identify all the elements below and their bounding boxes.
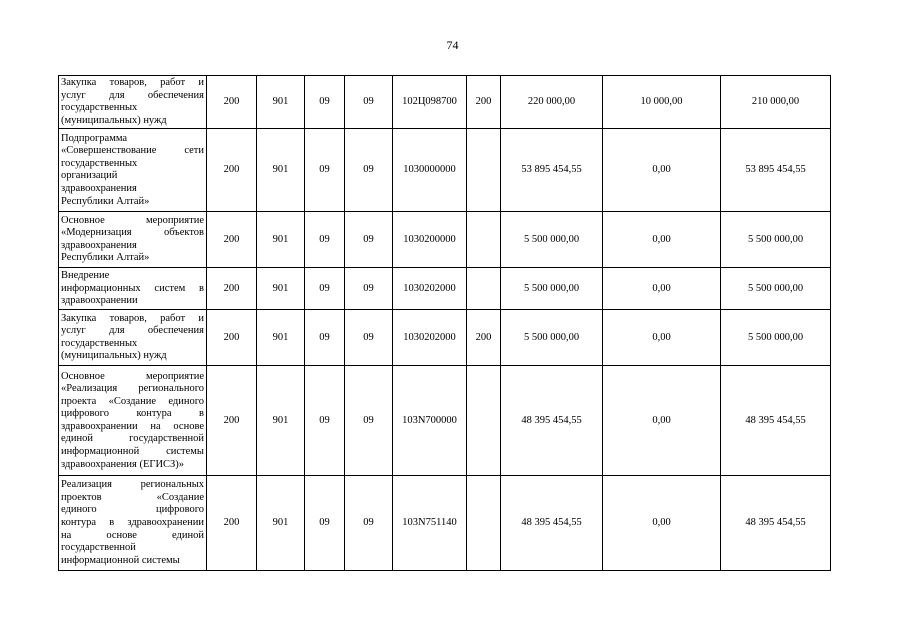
column-podrazdel-2: 09: [345, 212, 393, 268]
description-line: здравоохранения (ЕГИСЗ)»: [61, 458, 185, 470]
column-podrazdel-2: 09: [345, 310, 393, 366]
description-line: единого цифрового: [61, 504, 204, 516]
description-line: Основное мероприятие: [61, 370, 204, 382]
column-glava: 200: [207, 76, 257, 129]
row-description: [59, 476, 207, 571]
description-line: (муниципальных) нужд: [61, 114, 167, 126]
column-podrazdel: 09: [305, 76, 345, 129]
column-glava: 200: [207, 310, 257, 366]
description-line: здравоохранении: [61, 295, 138, 307]
column-sum-change: 0,00: [603, 366, 721, 476]
column-expense-type: [467, 212, 501, 268]
description-line: государственных: [61, 157, 138, 169]
column-target-code: 103N751140: [393, 476, 467, 571]
column-razdel: 901: [257, 212, 305, 268]
column-razdel: 901: [257, 310, 305, 366]
description-line: здравоохранения: [61, 239, 137, 251]
column-podrazdel-2: 09: [345, 366, 393, 476]
description-line: информационной системы: [61, 446, 204, 458]
column-podrazdel: 09: [305, 310, 345, 366]
column-sum-result: 210 000,00: [721, 76, 831, 129]
table-row: [59, 310, 831, 366]
column-target-code: 1030000000: [393, 129, 467, 212]
column-razdel: 901: [257, 129, 305, 212]
page-number: 74: [446, 38, 459, 52]
table-row: [59, 268, 831, 310]
column-sum-result: 48 395 454,55: [721, 476, 831, 571]
column-target-code: 103N700000: [393, 366, 467, 476]
column-podrazdel: 09: [305, 212, 345, 268]
column-podrazdel-2: 09: [345, 129, 393, 212]
description-line: Реализация региональных: [61, 479, 204, 491]
column-sum-change: 0,00: [603, 129, 721, 212]
row-description: [59, 76, 207, 129]
column-sum-total: 48 395 454,55: [501, 366, 603, 476]
description-line: на основе единой: [61, 529, 204, 541]
row-description: [59, 129, 207, 212]
table-row: [59, 476, 831, 571]
column-glava: 200: [207, 476, 257, 571]
column-sum-change: 0,00: [603, 310, 721, 366]
column-podrazdel: 09: [305, 268, 345, 310]
budget-table: [58, 75, 831, 571]
description-line: цифрового контура в: [61, 408, 204, 420]
description-line: (муниципальных) нужд: [61, 350, 167, 362]
column-target-code: 1030200000: [393, 212, 467, 268]
column-razdel: 901: [257, 268, 305, 310]
description-line: проекта «Создание единого: [61, 395, 204, 407]
description-line: Закупка товаров, работ и: [61, 77, 204, 88]
column-expense-type: [467, 129, 501, 212]
description-line: Республики Алтай»: [61, 252, 150, 264]
column-glava: 200: [207, 129, 257, 212]
column-expense-type: [467, 268, 501, 310]
column-sum-total: 220 000,00: [501, 76, 603, 129]
column-razdel: 901: [257, 76, 305, 129]
row-description: [59, 212, 207, 268]
column-podrazdel-2: 09: [345, 76, 393, 129]
column-sum-change: 0,00: [603, 268, 721, 310]
table-body: [59, 76, 831, 571]
column-glava: 200: [207, 268, 257, 310]
description-line: государственной: [61, 542, 136, 554]
column-podrazdel: 09: [305, 476, 345, 571]
description-line: здравоохранения: [61, 182, 137, 194]
description-line: Внедрение: [61, 269, 110, 281]
column-podrazdel-2: 09: [345, 268, 393, 310]
description-line: здравоохранении на основе: [61, 420, 204, 432]
column-sum-total: 5 500 000,00: [501, 310, 603, 366]
table-row: [59, 366, 831, 476]
description-line: проектов «Создание: [61, 491, 204, 503]
column-target-code: 1030202000: [393, 268, 467, 310]
column-glava: 200: [207, 366, 257, 476]
column-sum-total: 48 395 454,55: [501, 476, 603, 571]
column-sum-result: 5 500 000,00: [721, 212, 831, 268]
description-line: Подпрограмма: [61, 132, 128, 144]
column-podrazdel: 09: [305, 129, 345, 212]
column-expense-type: [467, 476, 501, 571]
column-sum-change: 0,00: [603, 476, 721, 571]
description-line: контура в здравоохранении: [61, 517, 204, 529]
description-line: государственных: [61, 102, 138, 114]
column-sum-result: 5 500 000,00: [721, 310, 831, 366]
description-line: «Совершенствование сети: [61, 145, 204, 157]
description-line: услуг для обеспечения: [61, 89, 204, 101]
column-glava: 200: [207, 212, 257, 268]
column-expense-type: 200: [467, 310, 501, 366]
row-description: [59, 366, 207, 476]
description-line: «Реализация регионального: [61, 383, 204, 395]
description-line: государственных: [61, 337, 138, 349]
table-row: [59, 76, 831, 129]
column-sum-total: 53 895 454,55: [501, 129, 603, 212]
column-target-code: 102Ц098700: [393, 76, 467, 129]
row-description: [59, 268, 207, 310]
column-sum-total: 5 500 000,00: [501, 212, 603, 268]
column-sum-result: 5 500 000,00: [721, 268, 831, 310]
description-line: единой государственной: [61, 433, 204, 445]
description-line: Закупка товаров, работ и: [61, 312, 204, 324]
column-razdel: 901: [257, 476, 305, 571]
row-description: [59, 310, 207, 366]
description-line: «Модернизация объектов: [61, 227, 204, 239]
column-sum-change: 10 000,00: [603, 76, 721, 129]
description-line: Основное мероприятие: [61, 214, 204, 226]
description-line: информационных систем в: [61, 282, 204, 294]
table-row: [59, 212, 831, 268]
column-sum-result: 48 395 454,55: [721, 366, 831, 476]
description-line: организаций: [61, 170, 118, 182]
column-target-code: 1030202000: [393, 310, 467, 366]
column-podrazdel-2: 09: [345, 476, 393, 571]
description-line: услуг для обеспечения: [61, 325, 204, 337]
column-sum-total: 5 500 000,00: [501, 268, 603, 310]
table-row: [59, 129, 831, 212]
column-expense-type: [467, 366, 501, 476]
column-podrazdel: 09: [305, 366, 345, 476]
column-sum-result: 53 895 454,55: [721, 129, 831, 212]
description-line: информационной системы: [61, 554, 180, 566]
column-razdel: 901: [257, 366, 305, 476]
column-expense-type: 200: [467, 76, 501, 129]
column-sum-change: 0,00: [603, 212, 721, 268]
description-line: Республики Алтай»: [61, 195, 150, 207]
